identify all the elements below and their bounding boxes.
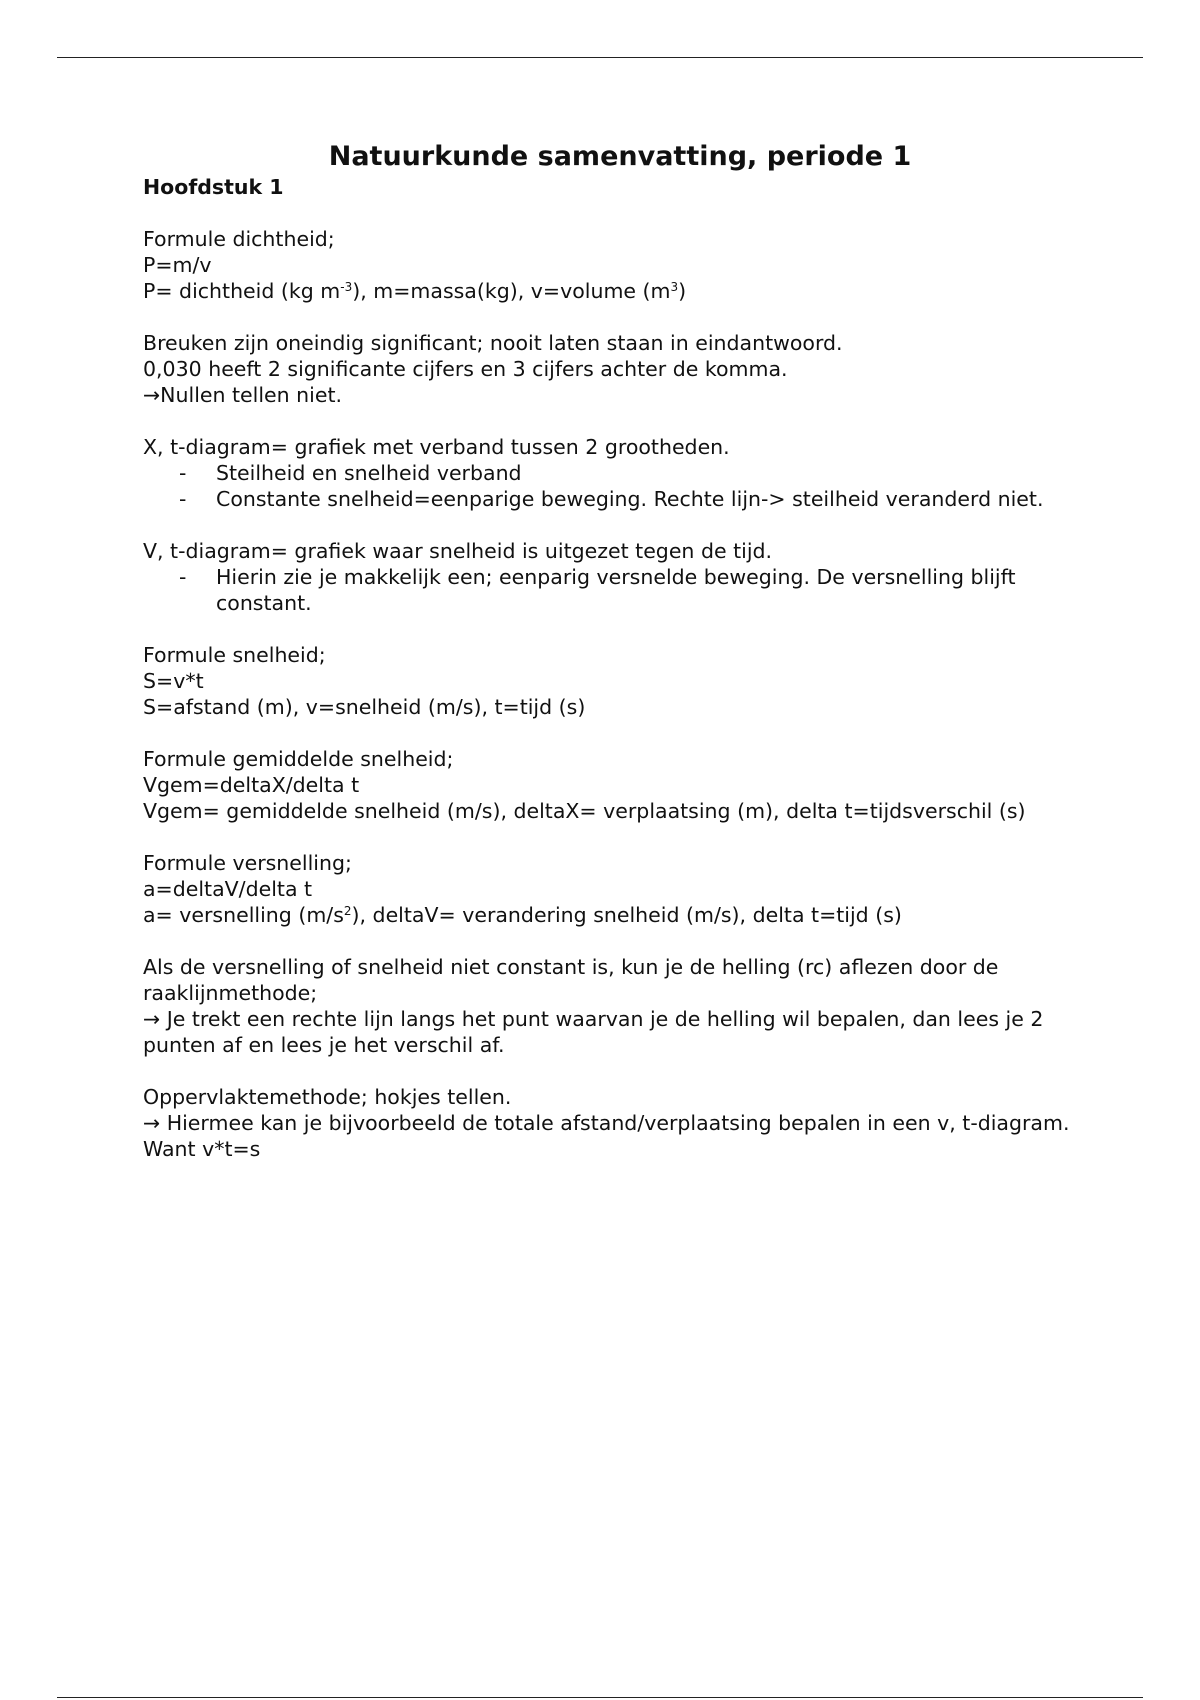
header-rule xyxy=(57,57,1143,58)
document-title: Natuurkunde samenvatting, periode 1 xyxy=(328,141,912,172)
speed-legend: S=afstand (m), v=snelheid (m/s), t=tijd (s) xyxy=(143,695,586,719)
avg-speed-formula: Vgem=deltaX/delta t xyxy=(143,773,360,797)
bullet-dash-icon: - xyxy=(179,461,187,485)
list-item-text: Hierin zie je makkelijk een; eenparig versnelde beweging. De versnelling blijft constant. xyxy=(216,565,1016,615)
acceleration-legend-text-a: a= versnelling (m/s xyxy=(143,903,344,927)
significance-line-3: →Nullen tellen niet. xyxy=(143,383,343,407)
footer-rule xyxy=(57,1697,1143,1698)
density-legend xyxy=(143,278,1073,304)
list-item xyxy=(143,564,1073,616)
density-legend-text-a: P= dichtheid (kg m xyxy=(143,279,341,303)
list-item xyxy=(143,486,1073,512)
density-legend-text-b: ), m=massa(kg), v=volume (m xyxy=(352,279,671,303)
acceleration-section xyxy=(143,850,1073,928)
density-legend-text-c: ) xyxy=(678,279,687,303)
acceleration-heading: Formule versnelling; xyxy=(143,851,352,875)
area-method-section xyxy=(143,1084,1077,1162)
speed-formula: S=v*t xyxy=(143,669,204,693)
document-body xyxy=(143,140,1077,1188)
speed-heading: Formule snelheid; xyxy=(143,643,326,667)
area-method-line-1: Oppervlaktemethode; hokjes tellen. xyxy=(143,1085,512,1109)
significance-line-2: 0,030 heeft 2 significante cijfers en 3 cijfers achter de komma. xyxy=(143,357,788,381)
density-heading: Formule dichtheid; xyxy=(143,227,335,251)
avg-speed-heading: Formule gemiddelde snelheid; xyxy=(143,747,454,771)
list-item-text: Steilheid en snelheid verband xyxy=(216,461,522,485)
avg-speed-section xyxy=(143,746,1073,824)
speed-section xyxy=(143,642,1073,720)
avg-speed-legend: Vgem= gemiddelde snelheid (m/s), deltaX= verplaatsing (m), delta t=tijdsverschil (s) xyxy=(143,799,1026,823)
significance-section xyxy=(143,330,1073,408)
tangent-method-line-1: Als de versnelling of snelheid niet constant is, kun je de helling (rc) aflezen door de raaklijnmethode; xyxy=(143,955,1005,1005)
acceleration-legend xyxy=(143,902,1073,928)
xt-diagram-section xyxy=(143,434,1073,512)
acceleration-legend-text-b: ), deltaV= verandering snelheid (m/s), delta t=tijd (s) xyxy=(351,903,902,927)
xt-diagram-heading: X, t-diagram= grafiek met verband tussen 2 grootheden. xyxy=(143,435,730,459)
vt-diagram-section xyxy=(143,538,1073,616)
list-item-text: Constante snelheid=eenparige beweging. Rechte lijn-> steilheid veranderd niet. xyxy=(216,487,1044,511)
significance-line-1: Breuken zijn oneindig significant; nooit laten staan in eindantwoord. xyxy=(143,331,843,355)
acceleration-formula: a=deltaV/delta t xyxy=(143,877,313,901)
acceleration-legend-sup: 2 xyxy=(343,904,352,918)
density-legend-sup-a: -3 xyxy=(340,280,353,294)
density-legend-sup-b: 3 xyxy=(670,280,679,294)
density-formula: P=m/v xyxy=(143,253,212,277)
vt-diagram-list xyxy=(143,564,1073,616)
bullet-dash-icon: - xyxy=(179,487,187,511)
vt-diagram-heading: V, t-diagram= grafiek waar snelheid is uitgezet tegen de tijd. xyxy=(143,539,773,563)
area-method-line-2: → Hiermee kan je bijvoorbeeld de totale afstand/verplaatsing bepalen in een v, t-diagram. Want v*t=s xyxy=(143,1111,1077,1161)
tangent-method-line-2: → Je trekt een rechte lijn langs het punt waarvan je de helling wil bepalen, dan lees je 2 punten af en lees je het verschil af. xyxy=(143,1007,1050,1057)
xt-diagram-list xyxy=(143,460,1073,512)
list-item xyxy=(143,460,1073,486)
bullet-dash-icon: - xyxy=(179,565,187,589)
density-section xyxy=(143,226,1073,304)
chapter-heading: Hoofdstuk 1 xyxy=(143,175,284,199)
tangent-method-section xyxy=(143,954,1073,1058)
